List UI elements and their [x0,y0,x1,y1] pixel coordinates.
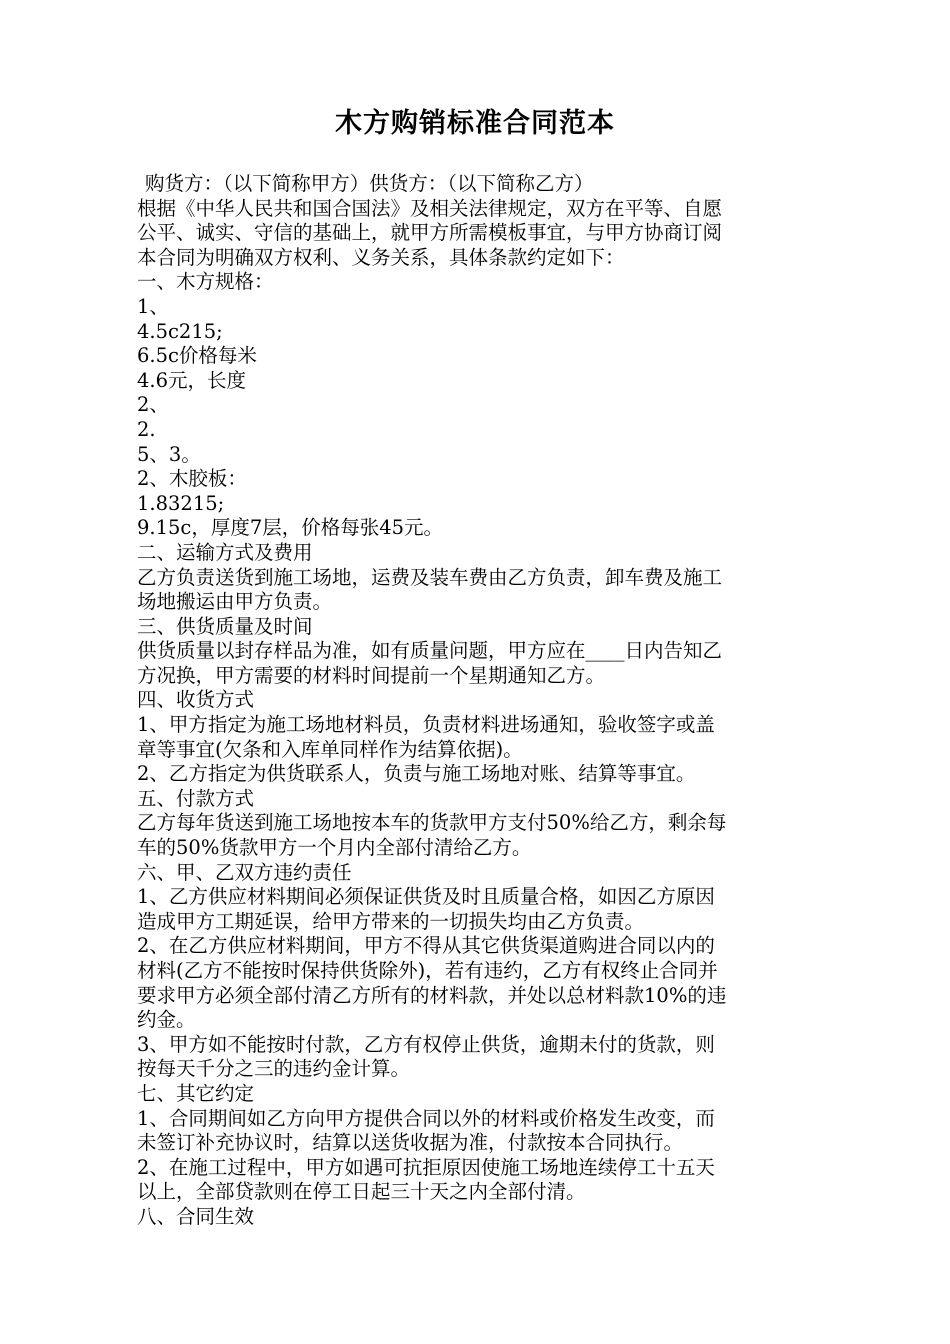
body-line: 4.5c215; [137,319,223,343]
body-line: 材料(乙方不能按时保持供货除外)，若有违约，乙方有权终止合同并 [137,959,718,982]
body-line: 9.15c，厚度7层，价格每张45元。 [137,516,444,540]
body-line: 乙方每年货送到施工场地按本车的货款甲方支付50%给乙方，剩余每 [137,811,727,835]
body-line: 未签订补充协议时，结算以送货收据为准，付款按本合同执行。 [137,1131,684,1155]
section-heading-quality: 三、供货质量及时间 [137,614,313,638]
body-line: 2、在施工过程中，甲方如遇可抗拒原因使施工场地连续停工十五天 [137,1155,715,1179]
body-line: 章等事宜(欠条和入库单同样作为结算依据)。 [137,737,523,761]
body-line: 要求甲方必须全部付清乙方所有的材料款，并处以总材料款10%的违 [137,983,727,1007]
body-line: 2. [137,417,156,441]
body-line: 按每天千分之三的违约金计算。 [137,1057,411,1081]
body-line: 2、在乙方供应材料期间，甲方不得从其它供货渠道购进合同以内的 [137,934,715,958]
body-line: 3、甲方如不能按时付款，乙方有权停止供货，逾期未付的货款，则 [137,1032,715,1056]
preamble-line: 公平、诚实、守信的基础上，就甲方所需模板事宜，与甲方协商订阅 [137,221,723,245]
section-heading-wood-spec: 一、木方规格： [137,270,274,294]
body-line: 1、乙方供应材料期间必须保证供货及时且质量合格，如因乙方原因 [137,885,715,909]
preamble-line: 本合同为明确双方权利、义务关系，具体条款约定如下： [137,245,625,269]
parties-line: 购货方：（以下简称甲方）供货方：（以下简称乙方） [145,172,594,195]
body-line: 场地搬运由甲方负责。 [137,590,333,614]
section-heading-transport: 二、运输方式及费用 [137,540,313,564]
body-line: 方况换，甲方需要的材料时间提前一个星期通知乙方。 [137,663,606,687]
section-heading-other: 七、其它约定 [137,1081,255,1105]
document-body [137,172,817,1230]
body-line: 6.5c价格每米 [137,344,257,368]
section-heading-liability: 六、甲、乙双方违约责任 [137,860,352,884]
body-line: 造成甲方工期延误，给甲方带来的一切损失均由乙方负责。 [137,909,645,933]
body-line: 1、 [137,294,169,318]
body-line: 1、合同期间如乙方向甲方提供合同以外的材料或价格发生改变，而 [137,1106,715,1130]
body-line: 1、甲方指定为施工场地材料员，负责材料进场通知，验收签字或盖 [137,713,715,737]
body-line: 5、3。 [137,442,201,466]
document-title: 木方购销标准合同范本 [335,108,615,139]
section-heading-receiving: 四、收货方式 [137,688,255,712]
body-line: 2、乙方指定为供货联系人，负责与施工场地对账、结算等事宜。 [137,762,696,786]
body-line: 以上，全部贷款则在停工日起三十天之内全部付清。 [137,1180,586,1204]
preamble-line: 根据《中华人民共和国合国法》及相关法律规定，双方在平等、自愿 [137,196,723,220]
body-line: 2、 [137,393,169,417]
body-line: 车的50%货款甲方一个月内全部付清给乙方。 [137,836,532,860]
body-line: 4.6元，长度 [137,368,247,392]
body-line: 2、木胶板： [137,467,247,491]
body-line: 乙方负责送货到施工场地，运费及装车费由乙方负责，卸车费及施工 [137,565,723,589]
body-line: 供货质量以封存样品为准，如有质量问题，甲方应在____日内告知乙 [137,639,723,663]
body-line: 约金。 [137,1008,196,1032]
section-heading-effect: 八、合同生效 [137,1204,255,1228]
body-line: 1.83215; [137,491,225,515]
section-heading-payment: 五、付款方式 [137,786,255,810]
